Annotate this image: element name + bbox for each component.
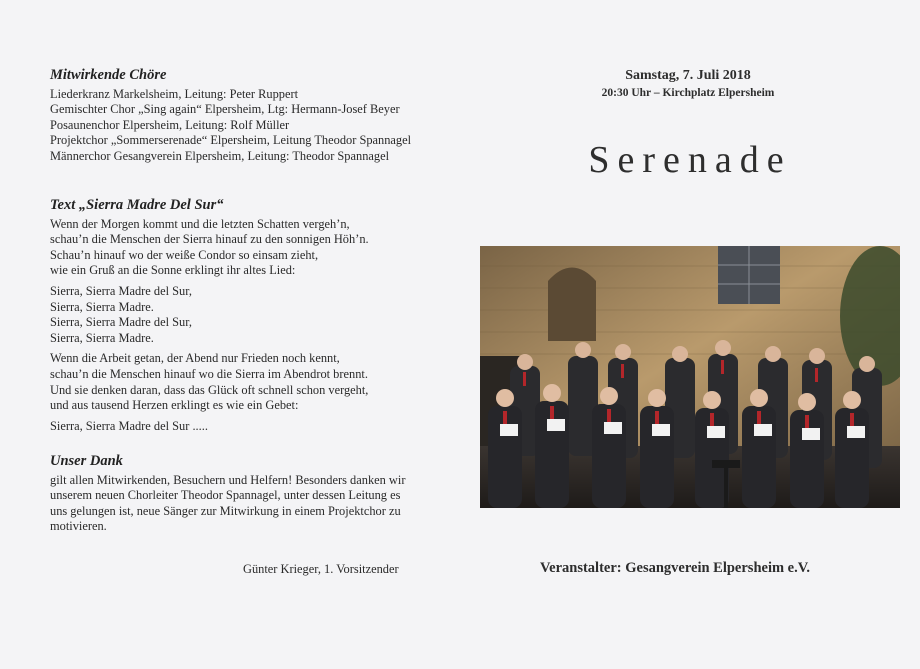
organizer: Veranstalter: Gesangverein Elpersheim e.V. <box>540 560 810 576</box>
lyrics-line: und aus tausend Herzen erklingt es wie ein Gebet: <box>50 398 299 413</box>
lyrics-line: Wenn die Arbeit getan, der Abend nur Frieden noch kennt, <box>50 351 340 366</box>
event-time-place: 20:30 Uhr – Kirchplatz Elpersheim <box>601 87 775 99</box>
thanks-line: gilt allen Mitwirkenden, Besuchern und Helfern! Besonders danken wir <box>50 472 406 487</box>
thanks-section <box>50 454 450 535</box>
lyrics-ending: Sierra, Sierra Madre del Sur ..... <box>50 418 208 433</box>
chorus-line: Sierra, Sierra Madre del Sur, <box>50 315 192 330</box>
lyrics-line: schau’n die Menschen der Sierra hinauf zu den sonnigen Höh’n. <box>50 232 369 247</box>
thanks-line: uns gelungen ist, neue Sänger zur Mitwirkung in einem Projektchor zu <box>50 503 401 518</box>
thanks-line: unserem neuen Chorleiter Theodor Spannagel, unter dessen Leitung es <box>50 488 401 503</box>
lyrics-line: Schau’n hinauf wo der weiße Condor so einsam zieht, <box>50 247 319 262</box>
choir-line: Gemischter Chor „Sing again“ Elpersheim, Ltg: Hermann-Josef Beyer <box>50 102 400 117</box>
event-title: Serenade <box>588 139 792 181</box>
thanks-line: motivieren. <box>50 519 107 534</box>
choirs-section <box>50 68 450 165</box>
lyrics-line: Und sie denken daran, dass das Glück oft schnell schon vergeht, <box>50 382 369 397</box>
event-date: Samstag, 7. Juli 2018 <box>625 68 751 83</box>
choir-line: Liederkranz Markelsheim, Leitung: Peter Ruppert <box>50 86 299 101</box>
lyrics-line: wie ein Gruß an die Sonne erklingt ihr altes Lied: <box>50 263 296 278</box>
thanks-heading: Unser Dank <box>50 453 123 469</box>
signature: Günter Krieger, 1. Vorsitzender <box>243 562 399 576</box>
chorus-line: Sierra, Sierra Madre. <box>50 299 154 314</box>
lyrics-section <box>50 198 450 434</box>
chorus-line: Sierra, Sierra Madre. <box>50 330 154 345</box>
choir-photo <box>480 246 900 508</box>
lyrics-line: schau’n die Menschen hinauf wo die Sierra im Abendrot brennt. <box>50 366 368 381</box>
choirs-heading: Mitwirkende Chöre <box>50 67 167 83</box>
lyrics-heading: Text „Sierra Madre Del Sur“ <box>50 197 224 213</box>
choir-line: Projektchor „Sommerserenade“ Elpersheim, Leitung Theodor Spannagel <box>50 133 412 148</box>
choir-line: Posaunenchor Elpersheim, Leitung: Rolf Müller <box>50 117 290 132</box>
lyrics-line: Wenn der Morgen kommt und die letzten Schatten vergeh’n, <box>50 216 350 231</box>
chorus-line: Sierra, Sierra Madre del Sur, <box>50 283 192 298</box>
choir-line: Männerchor Gesangverein Elpersheim, Leitung: Theodor Spannagel <box>50 148 390 163</box>
